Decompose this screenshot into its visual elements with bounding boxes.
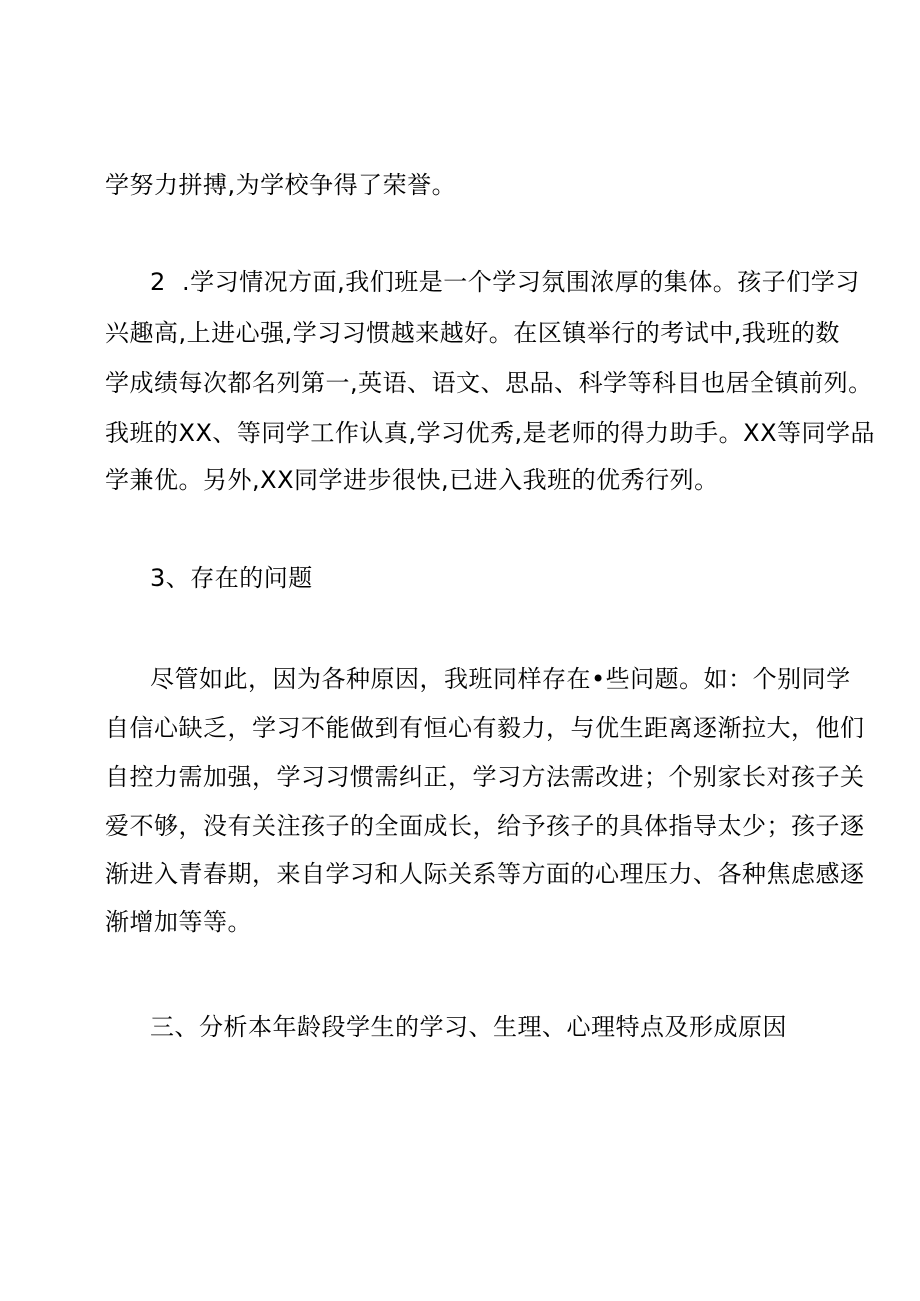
paragraph-3-line-1: 尽管如此，因为各种原因，我班同样存在•些问题。如：个别同学 bbox=[150, 665, 851, 693]
paragraph-3-line-3: 自控力需加强，学习习惯需纠正，学习方法需改进；个别家长对孩子关 bbox=[105, 763, 865, 791]
paragraph-2-line-3: 学成绩每次都名列第一,英语、语文、思品、科学等科目也居全镇前列。 bbox=[105, 369, 873, 397]
paragraph-3-line-6: 渐增加等等。 bbox=[105, 908, 252, 936]
paragraph-2-line-2: 兴趣高,上进心强,学习习惯越来越好。在区镇举行的考试中,我班的数 bbox=[105, 319, 840, 347]
paragraph-3-line-4: 爱不够，没有关注孩子的全面成长，给予孩子的具体指导太少；孩子逐 bbox=[105, 812, 865, 840]
paragraph-3-line-5: 渐进入青春期，来自学习和人际关系等方面的心理压力、各种焦虑感逐 bbox=[105, 860, 865, 888]
section-heading-analysis: 三、分析本年龄段学生的学习、生理、心理特点及形成原因 bbox=[150, 1013, 787, 1041]
paragraph-1-line-1: 学努力拼搏,为学校争得了荣誉。 bbox=[105, 171, 457, 199]
paragraph-3-line-2: 自信心缺乏，学习不能做到有恒心有毅力，与优生距离逐渐拉大，他们 bbox=[105, 714, 865, 742]
subheading-existing-problems: 3、存在的问题 bbox=[150, 564, 313, 592]
paragraph-2-line-1: 2 .学习情况方面,我们班是一个学习氛围浓厚的集体。孩子们学习 bbox=[150, 268, 860, 296]
paragraph-2-line-4: 我班的XX、等同学工作认真,学习优秀,是老师的得力助手。XX等同学品 bbox=[105, 419, 876, 447]
paragraph-2-line-5: 学兼优。另外,XX同学进步很快,已进入我班的优秀行列。 bbox=[105, 466, 719, 494]
